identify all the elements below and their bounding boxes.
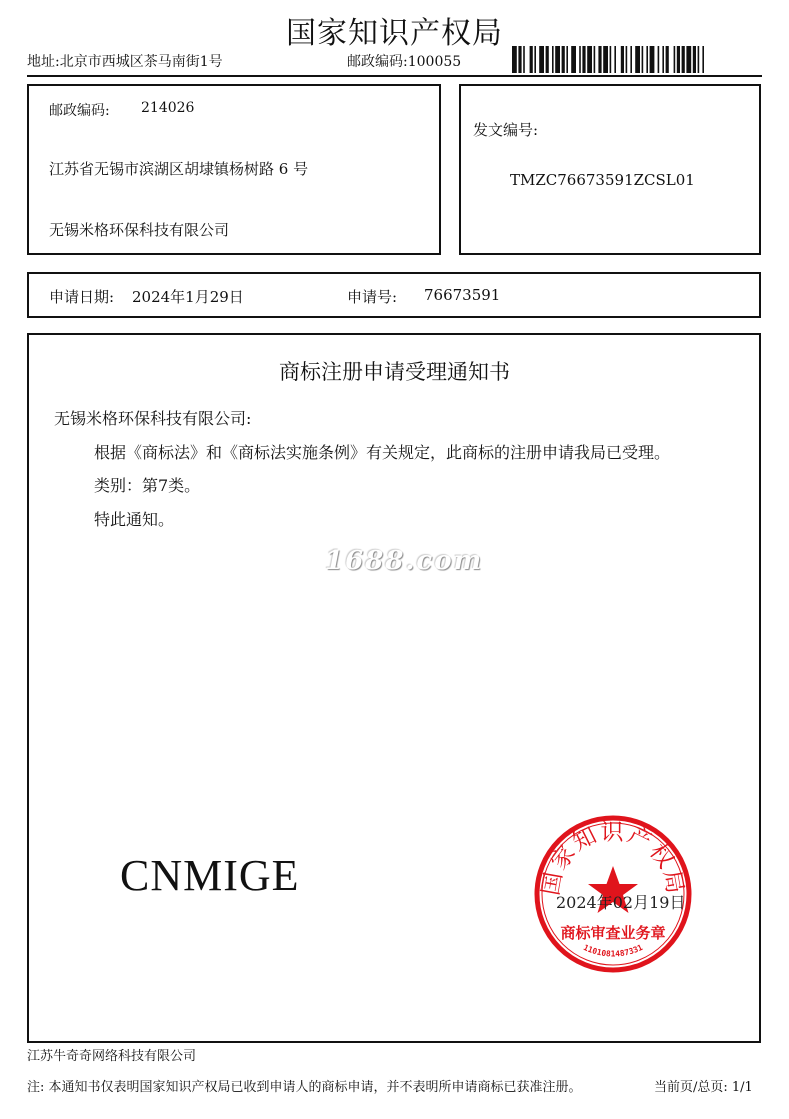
office-address: 地址:北京市西城区茶马南街1号 <box>27 54 223 70</box>
header-divider <box>27 75 762 77</box>
filing-date-value: 2024年1月29日 <box>132 288 244 306</box>
office-title: 国家知识产权局 <box>286 16 503 51</box>
office-postcode: 邮政编码:100055 <box>347 54 462 70</box>
notice-addressee: 无锡米格环保科技有限公司: <box>54 409 252 428</box>
notice-title: 商标注册申请受理通知书 <box>279 360 510 384</box>
document-number-box <box>459 84 761 255</box>
svg-text:商标审查业务章: 商标审查业务章 <box>560 924 666 942</box>
notice-closing: 特此通知。 <box>94 510 175 529</box>
recipient-postcode-value: 214026 <box>141 100 195 116</box>
notice-class-line: 类别：第7类。 <box>94 476 201 495</box>
application-number-label: 申请号: <box>347 288 398 306</box>
filing-date-label: 申请日期: <box>49 288 115 306</box>
trademark-text: CNMIGE <box>120 851 300 900</box>
recipient-address: 江苏省无锡市滨湖区胡埭镇杨树路 6 号 <box>49 160 309 178</box>
application-number-value: 76673591 <box>424 286 501 304</box>
seal-date: 2024年02月19日 <box>556 893 686 912</box>
svg-text:1101081487331: 1101081487331 <box>581 942 645 959</box>
document-number-label: 发文编号: <box>473 121 539 139</box>
recipient-postcode-label: 邮政编码: <box>49 103 110 119</box>
svg-text:国家知识产权局: 国家知识产权局 <box>537 819 689 898</box>
document-number-value: TMZC76673591ZCSL01 <box>510 171 695 189</box>
footer-company: 江苏牛奇奇网络科技有限公司 <box>27 1049 197 1064</box>
footer-note: 注: 本通知书仅表明国家知识产权局已收到申请人的商标申请，并不表明所申请商标已获准注册。 <box>27 1080 582 1095</box>
barcode-image <box>512 46 757 73</box>
watermark-text: 1688.com <box>325 546 484 576</box>
notice-body-line: 根据《商标法》和《商标法实施条例》有关规定，此商标的注册申请我局已受理。 <box>94 443 671 462</box>
recipient-company: 无锡米格环保科技有限公司 <box>49 221 230 239</box>
page-indicator: 当前页/总页: 1/1 <box>654 1080 753 1095</box>
